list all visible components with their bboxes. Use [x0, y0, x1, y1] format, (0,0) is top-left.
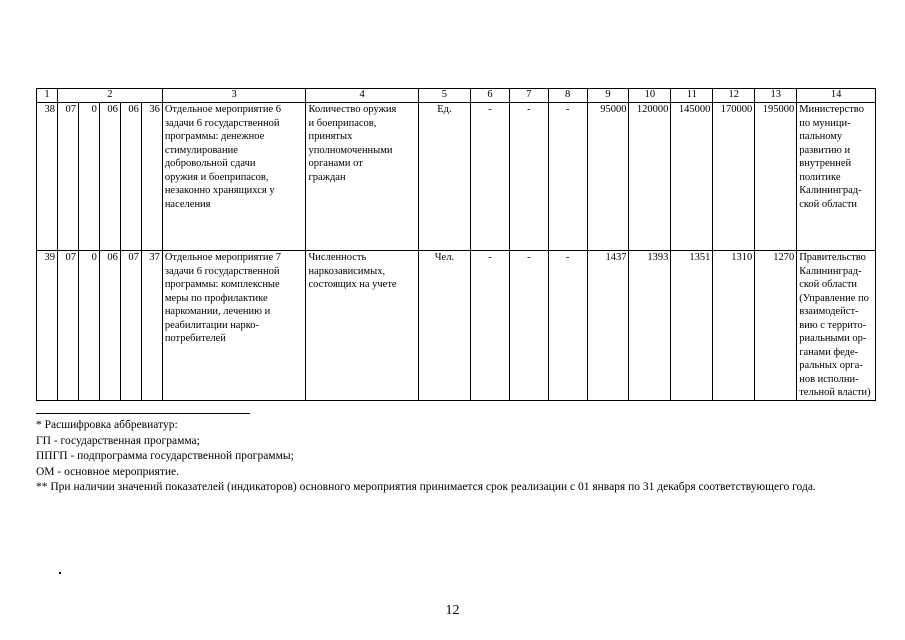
text-line: риальными ор- — [799, 333, 867, 344]
text-line: программы: денежное — [164, 131, 265, 142]
stray-mark — [59, 572, 61, 574]
value-cell: 170000 — [713, 103, 755, 251]
value-cell: 95000 — [587, 103, 629, 251]
footnote-separator — [36, 413, 250, 414]
text-line: Количество оружия — [308, 104, 397, 115]
code-cell: 0 — [78, 251, 99, 401]
measure-name — [162, 251, 306, 401]
text-line: политике — [799, 171, 841, 183]
footnote-term-note: ** При наличии значений показателей (индикаторов) основного мероприятия принимается срок реализации с 01 января по 31 декабря соответствующего года. — [36, 481, 816, 493]
value-cell: 1437 — [587, 251, 629, 401]
value-cell: - — [509, 251, 548, 401]
text-line: Министерство — [799, 104, 864, 115]
text-line: Правительство — [799, 252, 866, 263]
table-header-row — [37, 89, 876, 103]
code-cell: 07 — [57, 103, 78, 251]
text-line: задачи 6 государственной — [164, 265, 280, 277]
footnote-om: ОМ - основное мероприятие. — [36, 465, 179, 478]
header-cell: 9 — [587, 89, 629, 103]
footnote-gp: ГП - государственная программа; — [36, 434, 200, 447]
header-cell: 2 — [57, 89, 162, 103]
text-line: граждан — [308, 171, 346, 183]
text-line: принятых — [308, 131, 353, 142]
responsible-executor — [797, 251, 876, 401]
text-line: реабилитации нарко- — [164, 319, 260, 331]
header-cell: 14 — [797, 89, 876, 103]
footnote-title: * Расшифровка аббревиатур: — [36, 419, 178, 431]
indicator-name — [306, 103, 418, 251]
text-line: пальному — [799, 131, 843, 142]
text-line: уполномоченными — [308, 144, 393, 156]
text-line: Численность — [308, 252, 367, 263]
value-cell: 1310 — [713, 251, 755, 401]
value-cell: - — [509, 103, 548, 251]
header-cell: 12 — [713, 89, 755, 103]
table-row — [37, 251, 876, 401]
unit-cell: Чел. — [418, 251, 470, 401]
text-line: Отдельное мероприятие 7 — [164, 252, 282, 263]
page-number: 12 — [445, 603, 460, 618]
value-cell: 120000 — [629, 103, 671, 251]
value-cell: - — [548, 103, 587, 251]
value-cell: - — [471, 251, 510, 401]
header-cell: 10 — [629, 89, 671, 103]
header-cell: 5 — [418, 89, 470, 103]
table-row — [37, 103, 876, 251]
row-number: 39 — [37, 251, 58, 401]
text-line: внутренней — [799, 158, 852, 169]
text-line: состоящих на учете — [308, 279, 397, 290]
value-cell: 1393 — [629, 251, 671, 401]
text-line: Калининград- — [799, 265, 862, 277]
text-line: ской области — [799, 198, 858, 210]
text-line: наркозависимых, — [308, 265, 386, 277]
code-cell: 06 — [99, 103, 120, 251]
unit-cell: Ед. — [418, 103, 470, 251]
text-line: оружия и боеприпасов, — [164, 171, 269, 183]
text-line: населения — [164, 198, 211, 210]
code-cell: 0 — [78, 103, 99, 251]
value-cell: 145000 — [671, 103, 713, 251]
code-cell: 06 — [120, 103, 141, 251]
value-cell: - — [548, 251, 587, 401]
text-line: Отдельное мероприятие 6 — [164, 104, 282, 115]
indicators-table — [36, 88, 876, 401]
text-line: потребителей — [164, 333, 226, 344]
code-cell: 07 — [57, 251, 78, 401]
text-line: задачи 6 государственной — [164, 117, 280, 129]
text-line: программы: комплексные — [164, 279, 280, 290]
text-line: ральных орга- — [799, 360, 863, 371]
code-cell: 06 — [99, 251, 120, 401]
value-cell: 1270 — [755, 251, 797, 401]
footnotes — [36, 418, 876, 496]
text-line: вию с террито- — [799, 319, 867, 331]
text-line: и боеприпасов, — [308, 117, 377, 129]
header-cell: 6 — [471, 89, 510, 103]
code-cell: 36 — [141, 103, 162, 251]
text-line: стимулирование — [164, 144, 238, 156]
text-line: Калининград- — [799, 185, 862, 196]
text-line: незаконно хранящихся у — [164, 185, 275, 196]
responsible-executor — [797, 103, 876, 251]
text-line: ской области — [799, 279, 858, 290]
header-cell: 1 — [37, 89, 58, 103]
header-cell: 11 — [671, 89, 713, 103]
text-line: нов исполни- — [799, 373, 859, 385]
text-line: развитию и — [799, 144, 851, 156]
indicator-name — [306, 251, 418, 401]
header-cell: 13 — [755, 89, 797, 103]
text-line: по муници- — [799, 117, 851, 129]
header-cell: 8 — [548, 89, 587, 103]
text-line: взаимодейст- — [799, 306, 859, 317]
code-cell: 37 — [141, 251, 162, 401]
header-cell: 7 — [509, 89, 548, 103]
text-line: тельной власти) — [799, 387, 871, 398]
value-cell: - — [471, 103, 510, 251]
value-cell: 195000 — [755, 103, 797, 251]
value-cell: 1351 — [671, 251, 713, 401]
text-line: добровольной сдачи — [164, 158, 256, 169]
header-cell: 3 — [162, 89, 306, 103]
text-line: органами от — [308, 158, 363, 169]
text-line: ганами феде- — [799, 346, 859, 358]
text-line: (Управление по — [799, 292, 869, 304]
header-cell: 4 — [306, 89, 418, 103]
measure-name — [162, 103, 306, 251]
footnote-ppgp: ППГП - подпрограмма государственной программы; — [36, 450, 294, 462]
text-line: меры по профилактике — [164, 292, 268, 304]
row-number: 38 — [37, 103, 58, 251]
text-line: наркомании, лечению и — [164, 306, 271, 317]
code-cell: 07 — [120, 251, 141, 401]
